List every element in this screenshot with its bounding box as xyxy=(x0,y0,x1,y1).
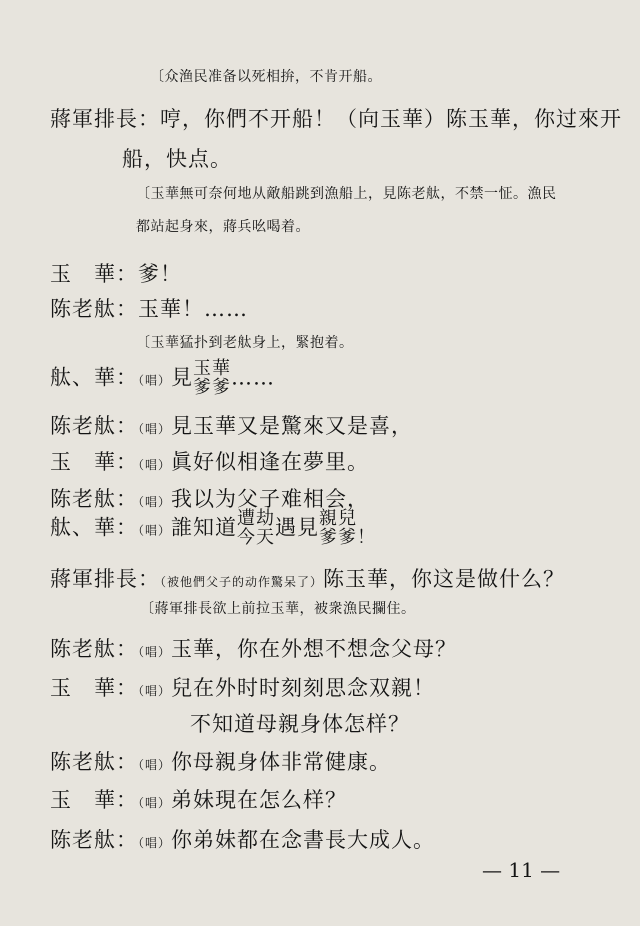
sung-line: 玉 華：（唱）眞好似相逢在夢里。 xyxy=(50,450,370,474)
stage-direction: 〔玉華猛扑到老舦身上，緊抱着。 xyxy=(136,335,354,351)
stacked-words: 玉華 爹爹 xyxy=(193,358,232,398)
dialogue-line: 陈老舦：玉華！…… xyxy=(50,297,248,321)
dialogue-continuation: 船，快点。 xyxy=(122,147,232,171)
sung-line: 陈老舦：（唱）玉華，你在外想不想念父母？ xyxy=(50,637,458,661)
sung-line: 陈老舦：（唱）我以为父子难相会， xyxy=(50,487,370,511)
sung-continuation: 不知道母親身体怎样？ xyxy=(190,712,410,736)
stage-direction: 都站起身來，蔣兵吆喝着。 xyxy=(136,219,310,235)
dialogue-line: 蔣軍排長：（被他們父子的动作驚呆了）陈玉華，你这是做什么？ xyxy=(50,567,566,591)
sung-line: 舦、華：（唱）誰知道 遭劫 今天 遇見 親兒 爹爹！ xyxy=(50,508,377,548)
sung-line: 陈老舦：（唱）見玉華又是驚來又是喜， xyxy=(50,414,414,438)
stacked-words: 遭劫 今天 xyxy=(237,508,276,548)
stage-direction: 〔蔣軍排長欲上前拉玉華，被衆漁民攔住。 xyxy=(140,601,416,617)
sung-line: 陈老舦：（唱）你母親身体非常健康。 xyxy=(50,750,392,774)
sung-line: 玉 華：（唱）弟妹現在怎么样？ xyxy=(50,788,348,812)
dialogue-line: 蔣軍排長：哼，你們不开船！（向玉華）陈玉華，你过來开 xyxy=(50,107,622,131)
stacked-words: 親兒 爹爹！ xyxy=(319,508,377,548)
sung-line: 舦、華：（唱）見 玉華 爹爹 …… xyxy=(50,358,276,398)
dialogue-line: 玉 華：爹！ xyxy=(50,262,182,286)
stage-direction: 〔玉華無可奈何地从敵船跳到漁船上，見陈老舦，不禁一怔。漁民 xyxy=(136,186,557,202)
sung-line: 陈老舦：（唱）你弟妹都在念書長大成人。 xyxy=(50,828,436,852)
sung-line: 玉 華：（唱）兒在外时时刻刻思念双親！ xyxy=(50,676,436,700)
page-number: — 11 — xyxy=(482,858,561,882)
stage-direction: 〔众渔民准备以死相拚，不肯开船。 xyxy=(150,69,382,85)
